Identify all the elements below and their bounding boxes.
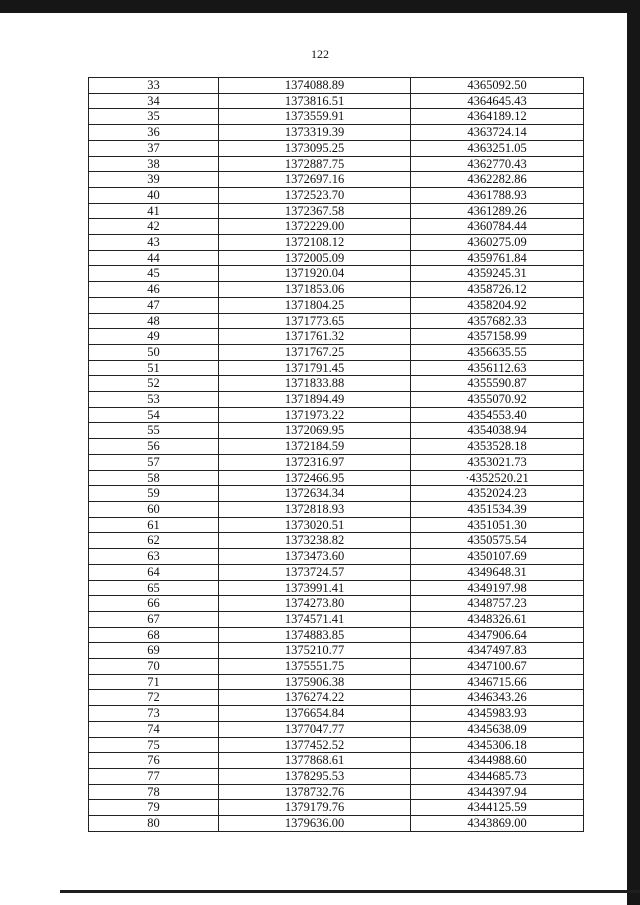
point-number-cell: 57 — [89, 454, 219, 470]
x-coordinate-cell: 1376274.22 — [219, 690, 411, 706]
y-coordinate-cell: 4344988.60 — [411, 753, 584, 769]
x-coordinate-cell: 1371853.06 — [219, 282, 411, 298]
x-coordinate-cell: 1372634.34 — [219, 486, 411, 502]
table-row — [89, 690, 584, 706]
point-number-cell: 41 — [89, 203, 219, 219]
y-coordinate-cell: 4361788.93 — [411, 187, 584, 203]
x-coordinate-cell: 1377452.52 — [219, 737, 411, 753]
y-coordinate-cell: 4344685.73 — [411, 768, 584, 784]
y-coordinate-cell: 4360275.09 — [411, 235, 584, 251]
point-number-cell: 55 — [89, 423, 219, 439]
x-coordinate-cell: 1373724.57 — [219, 564, 411, 580]
point-number-cell: 54 — [89, 407, 219, 423]
y-coordinate-cell: 4365092.50 — [411, 78, 584, 94]
y-coordinate-cell: 4349197.98 — [411, 580, 584, 596]
y-coordinate-cell: 4355590.87 — [411, 376, 584, 392]
x-coordinate-cell: 1371804.25 — [219, 297, 411, 313]
x-coordinate-cell: 1373095.25 — [219, 140, 411, 156]
table-row — [89, 313, 584, 329]
point-number-cell: 38 — [89, 156, 219, 172]
point-number-cell: 47 — [89, 297, 219, 313]
x-coordinate-cell: 1372697.16 — [219, 172, 411, 188]
x-coordinate-cell: 1372367.58 — [219, 203, 411, 219]
x-coordinate-cell: 1371791.45 — [219, 360, 411, 376]
y-coordinate-cell: 4352024.23 — [411, 486, 584, 502]
table-row — [89, 596, 584, 612]
point-number-cell: 77 — [89, 768, 219, 784]
x-coordinate-cell: 1371773.65 — [219, 313, 411, 329]
point-number-cell: 60 — [89, 501, 219, 517]
y-coordinate-cell: 4364645.43 — [411, 93, 584, 109]
x-coordinate-cell: 1373319.39 — [219, 125, 411, 141]
table-row — [89, 156, 584, 172]
point-number-cell: 80 — [89, 816, 219, 832]
point-number-cell: 45 — [89, 266, 219, 282]
y-coordinate-cell: 4347497.83 — [411, 643, 584, 659]
x-coordinate-cell: 1373020.51 — [219, 517, 411, 533]
x-coordinate-cell: 1377047.77 — [219, 721, 411, 737]
x-coordinate-cell: 1378732.76 — [219, 784, 411, 800]
table-row — [89, 360, 584, 376]
table-row — [89, 753, 584, 769]
y-coordinate-cell: 4344125.59 — [411, 800, 584, 816]
y-coordinate-cell: 4345638.09 — [411, 721, 584, 737]
point-number-cell: 40 — [89, 187, 219, 203]
x-coordinate-cell: 1371973.22 — [219, 407, 411, 423]
point-number-cell: 52 — [89, 376, 219, 392]
table-row — [89, 580, 584, 596]
table-row — [89, 250, 584, 266]
x-coordinate-cell: 1374571.41 — [219, 611, 411, 627]
y-coordinate-cell: 4350575.54 — [411, 533, 584, 549]
y-coordinate-cell: 4348326.61 — [411, 611, 584, 627]
x-coordinate-cell: 1371920.04 — [219, 266, 411, 282]
table-row — [89, 423, 584, 439]
y-coordinate-cell: 4345983.93 — [411, 706, 584, 722]
y-coordinate-cell: 4343869.00 — [411, 816, 584, 832]
point-number-cell: 61 — [89, 517, 219, 533]
y-coordinate-cell: 4344397.94 — [411, 784, 584, 800]
point-number-cell: 51 — [89, 360, 219, 376]
page-number: 122 — [311, 47, 329, 61]
point-number-cell: 36 — [89, 125, 219, 141]
table-row — [89, 549, 584, 565]
x-coordinate-cell: 1375551.75 — [219, 659, 411, 675]
y-coordinate-cell: 4353021.73 — [411, 454, 584, 470]
y-coordinate-cell: 4363724.14 — [411, 125, 584, 141]
point-number-cell: 59 — [89, 486, 219, 502]
point-number-cell: 44 — [89, 250, 219, 266]
y-coordinate-cell: 4361289.26 — [411, 203, 584, 219]
x-coordinate-cell: 1379179.76 — [219, 800, 411, 816]
y-coordinate-cell: 4349648.31 — [411, 564, 584, 580]
table-row — [89, 454, 584, 470]
point-number-cell: 50 — [89, 344, 219, 360]
point-number-cell: 62 — [89, 533, 219, 549]
x-coordinate-cell: 1373816.51 — [219, 93, 411, 109]
x-coordinate-cell: 1377868.61 — [219, 753, 411, 769]
table-row — [89, 109, 584, 125]
y-coordinate-cell: 4360784.44 — [411, 219, 584, 235]
x-coordinate-cell: 1372887.75 — [219, 156, 411, 172]
table-row — [89, 706, 584, 722]
table-row — [89, 376, 584, 392]
y-coordinate-cell: 4364189.12 — [411, 109, 584, 125]
x-coordinate-cell: 1373991.41 — [219, 580, 411, 596]
x-coordinate-cell: 1373238.82 — [219, 533, 411, 549]
x-coordinate-cell: 1372108.12 — [219, 235, 411, 251]
point-number-cell: 34 — [89, 93, 219, 109]
x-coordinate-cell: 1379636.00 — [219, 816, 411, 832]
point-number-cell: 66 — [89, 596, 219, 612]
x-coordinate-cell: 1373473.60 — [219, 549, 411, 565]
y-coordinate-cell: 4356635.55 — [411, 344, 584, 360]
table-row — [89, 439, 584, 455]
point-number-cell: 49 — [89, 329, 219, 345]
y-coordinate-cell: 4345306.18 — [411, 737, 584, 753]
y-coordinate-cell: 4346715.66 — [411, 674, 584, 690]
table-row — [89, 533, 584, 549]
table-row — [89, 172, 584, 188]
table-row — [89, 768, 584, 784]
table-row — [89, 784, 584, 800]
table-row — [89, 627, 584, 643]
y-coordinate-cell: 4358204.92 — [411, 297, 584, 313]
x-coordinate-cell: 1372466.95 — [219, 470, 411, 486]
point-number-cell: 78 — [89, 784, 219, 800]
y-coordinate-cell: 4350107.69 — [411, 549, 584, 565]
y-coordinate-cell: ·4352520.21 — [411, 470, 584, 486]
y-coordinate-cell: 4357158.99 — [411, 329, 584, 345]
table-row — [89, 674, 584, 690]
x-coordinate-cell: 1372229.00 — [219, 219, 411, 235]
table-row — [89, 564, 584, 580]
point-number-cell: 56 — [89, 439, 219, 455]
point-number-cell: 58 — [89, 470, 219, 486]
point-number-cell: 39 — [89, 172, 219, 188]
table-row — [89, 329, 584, 345]
x-coordinate-cell: 1374088.89 — [219, 78, 411, 94]
y-coordinate-cell: 4351534.39 — [411, 501, 584, 517]
x-coordinate-cell: 1372069.95 — [219, 423, 411, 439]
table-row — [89, 266, 584, 282]
table-row — [89, 800, 584, 816]
x-coordinate-cell: 1378295.53 — [219, 768, 411, 784]
point-number-cell: 68 — [89, 627, 219, 643]
point-number-cell: 35 — [89, 109, 219, 125]
table-row — [89, 816, 584, 832]
table-row — [89, 93, 584, 109]
coordinates-table-body — [89, 78, 584, 832]
point-number-cell: 72 — [89, 690, 219, 706]
y-coordinate-cell: 4359245.31 — [411, 266, 584, 282]
x-coordinate-cell: 1376654.84 — [219, 706, 411, 722]
point-number-cell: 43 — [89, 235, 219, 251]
point-number-cell: 67 — [89, 611, 219, 627]
y-coordinate-cell: 4354038.94 — [411, 423, 584, 439]
table-row — [89, 486, 584, 502]
point-number-cell: 71 — [89, 674, 219, 690]
table-row — [89, 344, 584, 360]
point-number-cell: 65 — [89, 580, 219, 596]
x-coordinate-cell: 1375906.38 — [219, 674, 411, 690]
x-coordinate-cell: 1375210.77 — [219, 643, 411, 659]
table-row — [89, 392, 584, 408]
point-number-cell: 64 — [89, 564, 219, 580]
x-coordinate-cell: 1371833.88 — [219, 376, 411, 392]
table-row — [89, 501, 584, 517]
point-number-cell: 73 — [89, 706, 219, 722]
table-row — [89, 235, 584, 251]
table-row — [89, 219, 584, 235]
y-coordinate-cell: 4347100.67 — [411, 659, 584, 675]
point-number-cell: 75 — [89, 737, 219, 753]
point-number-cell: 63 — [89, 549, 219, 565]
scan-border-right — [627, 0, 640, 905]
table-row — [89, 78, 584, 94]
y-coordinate-cell: 4356112.63 — [411, 360, 584, 376]
table-row — [89, 297, 584, 313]
y-coordinate-cell: 4346343.26 — [411, 690, 584, 706]
x-coordinate-cell: 1374273.80 — [219, 596, 411, 612]
x-coordinate-cell: 1371761.32 — [219, 329, 411, 345]
point-number-cell: 79 — [89, 800, 219, 816]
point-number-cell: 74 — [89, 721, 219, 737]
scan-border-bottom — [60, 890, 640, 893]
table-row — [89, 125, 584, 141]
x-coordinate-cell: 1371894.49 — [219, 392, 411, 408]
y-coordinate-cell: 4355070.92 — [411, 392, 584, 408]
table-row — [89, 187, 584, 203]
y-coordinate-cell: 4358726.12 — [411, 282, 584, 298]
y-coordinate-cell: 4362282.86 — [411, 172, 584, 188]
table-row — [89, 282, 584, 298]
x-coordinate-cell: 1372005.09 — [219, 250, 411, 266]
table-row — [89, 517, 584, 533]
table-row — [89, 643, 584, 659]
y-coordinate-cell: 4351051.30 — [411, 517, 584, 533]
y-coordinate-cell: 4353528.18 — [411, 439, 584, 455]
y-coordinate-cell: 4348757.23 — [411, 596, 584, 612]
table-row — [89, 140, 584, 156]
scan-border-top — [0, 0, 640, 13]
y-coordinate-cell: 4354553.40 — [411, 407, 584, 423]
point-number-cell: 37 — [89, 140, 219, 156]
point-number-cell: 33 — [89, 78, 219, 94]
point-number-cell: 76 — [89, 753, 219, 769]
x-coordinate-cell: 1374883.85 — [219, 627, 411, 643]
y-coordinate-cell: 4357682.33 — [411, 313, 584, 329]
table-row — [89, 611, 584, 627]
x-coordinate-cell: 1372316.97 — [219, 454, 411, 470]
y-coordinate-cell: 4347906.64 — [411, 627, 584, 643]
x-coordinate-cell: 1372818.93 — [219, 501, 411, 517]
table-row — [89, 737, 584, 753]
table-row — [89, 470, 584, 486]
point-number-cell: 46 — [89, 282, 219, 298]
table-row — [89, 721, 584, 737]
y-coordinate-cell: 4362770.43 — [411, 156, 584, 172]
table-row — [89, 659, 584, 675]
point-number-cell: 42 — [89, 219, 219, 235]
coordinates-table — [88, 77, 584, 832]
y-coordinate-cell: 4359761.84 — [411, 250, 584, 266]
table-row — [89, 203, 584, 219]
x-coordinate-cell: 1372523.70 — [219, 187, 411, 203]
x-coordinate-cell: 1372184.59 — [219, 439, 411, 455]
point-number-cell: 48 — [89, 313, 219, 329]
x-coordinate-cell: 1371767.25 — [219, 344, 411, 360]
y-coordinate-cell: 4363251.05 — [411, 140, 584, 156]
point-number-cell: 70 — [89, 659, 219, 675]
point-number-cell: 69 — [89, 643, 219, 659]
table-row — [89, 407, 584, 423]
x-coordinate-cell: 1373559.91 — [219, 109, 411, 125]
point-number-cell: 53 — [89, 392, 219, 408]
